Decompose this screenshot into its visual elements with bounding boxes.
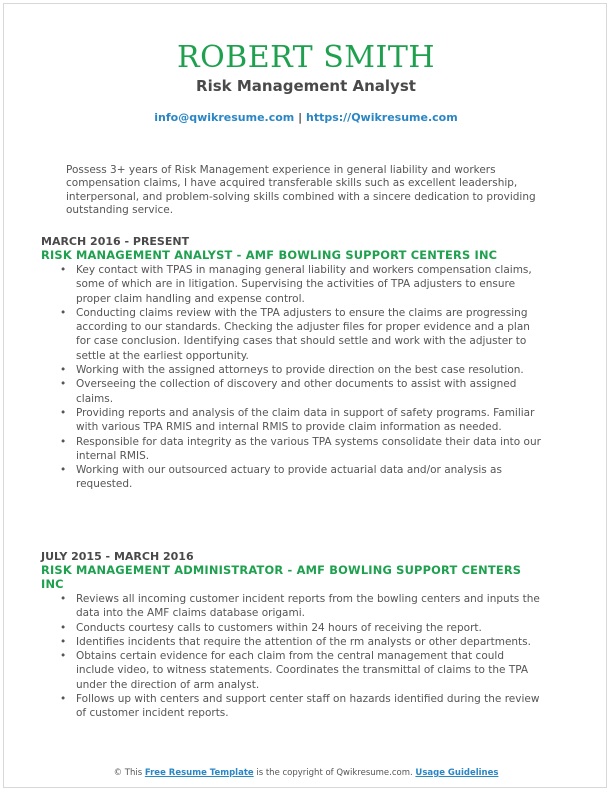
bullet-item: • Obtains certain evidence for each claim from the central management that could include video, to witness statements. Coordinates the transmittal of claims to the TPA under the direction of arm analyst.	[41, 649, 541, 692]
bullet-item: • Working with our outsourced actuary to provide actuarial data and/or analysis as requested.	[41, 463, 541, 492]
bullet-item: • Providing reports and analysis of the claim data in support of safety programs. Familiar with various TPA RMIS and internal RMIS to provide claim information as needed.	[41, 406, 541, 435]
job-role: RISK MANAGEMENT ANALYST - AMF BOWLING SUPPORT CENTERS INC	[41, 248, 498, 262]
bullet-item: • Conducting claims review with the TPA adjusters to ensure the claims are progressing according to our standards. Checking the adjuster files for proper evidence and a plan for case conclusion. Identifying cases that should settle and work with the adjuster to settle at the earliest opportunity.	[41, 306, 541, 363]
job-role: RISK MANAGEMENT ADMINISTRATOR - AMF BOWLING SUPPORT CENTERS INC	[41, 563, 522, 591]
email-link[interactable]: info@qwikresume.com	[154, 111, 295, 124]
bullet-item: • Follows up with centers and support center staff on hazards identified during the review of customer incident reports.	[41, 692, 541, 721]
bullet-item: • Identifies incidents that require the attention of the rm analysts or other departments.	[41, 635, 541, 649]
experience-entry	[41, 235, 541, 492]
summary-paragraph: Possess 3+ years of Risk Management experience in general liability and workers compensation claims, I have acquired transferable skills such as excellent leadership, interpersonal, and problem-solving skills combined with a sincere dedication to providing outstanding service.	[66, 164, 536, 216]
website-link[interactable]: https://Qwikresume.com	[305, 111, 458, 124]
footer-middle: is the copyright of Qwikresume.com.	[256, 768, 413, 778]
job-bullets	[41, 592, 541, 721]
copyright-footer	[0, 768, 612, 779]
experience-entry	[41, 550, 541, 721]
usage-guidelines-link[interactable]: Usage Guidelines	[415, 768, 499, 778]
footer-prefix: © This	[113, 768, 143, 778]
job-dates: MARCH 2016 - PRESENT	[41, 235, 190, 248]
bullet-item: • Responsible for data integrity as the various TPA systems consolidate their data into our internal RMIS.	[41, 435, 541, 464]
contact-line	[0, 111, 612, 125]
contact-separator: |	[298, 111, 303, 124]
job-bullets	[41, 263, 541, 492]
bullet-item: • Conducts courtesy calls to customers within 24 hours of receiving the report.	[41, 621, 541, 635]
bullet-item: • Reviews all incoming customer incident reports from the bowling centers and inputs the data into the AMF claims database origami.	[41, 592, 541, 621]
job-dates: JULY 2015 - MARCH 2016	[41, 550, 194, 563]
bullet-item: • Working with the assigned attorneys to provide direction on the best case resolution.	[41, 363, 541, 377]
job-title: Risk Management Analyst	[196, 77, 416, 95]
free-resume-template-link[interactable]: Free Resume Template	[144, 768, 254, 778]
bullet-item: • Key contact with TPAS in managing general liability and workers compensation claims, some of which are in litigation. Supervising the activities of TPA adjusters to ensure proper claim handling and expense control.	[41, 263, 541, 306]
bullet-item: • Overseeing the collection of discovery and other documents to assist with assigned claims.	[41, 377, 541, 406]
candidate-name: ROBERT SMITH	[176, 40, 436, 75]
